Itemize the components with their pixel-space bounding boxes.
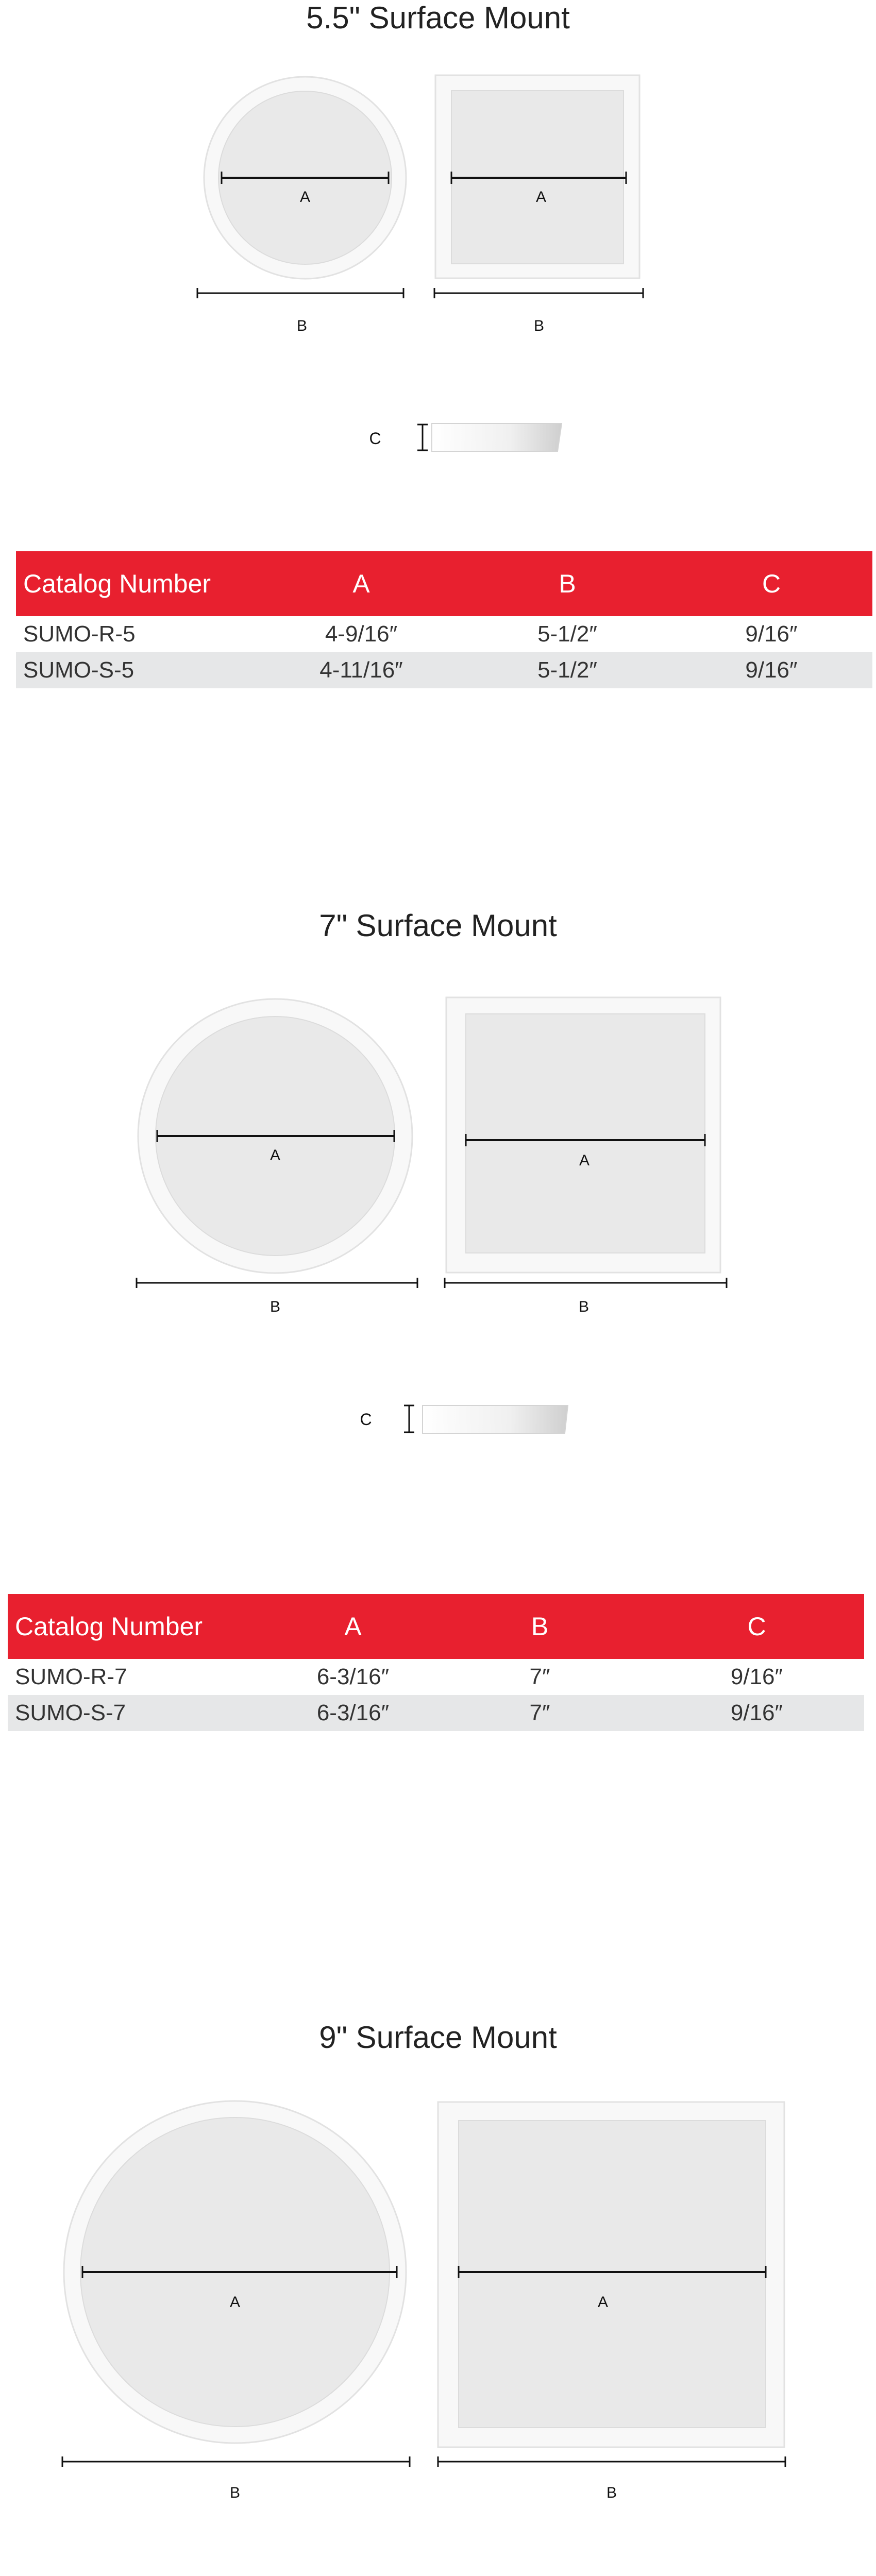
cell-b: 5-1/2″ xyxy=(464,652,670,688)
label-b-round: B xyxy=(269,1298,281,1315)
cell-c: 9/16″ xyxy=(745,621,798,647)
cell-catalog: SUMO-R-7 xyxy=(15,1664,127,1689)
label-b-square: B xyxy=(533,317,545,334)
label-c: C xyxy=(360,1410,372,1429)
header-b: B xyxy=(430,1594,649,1659)
section-3-title: 9" Surface Mount xyxy=(319,2020,557,2055)
section-1-title: 5.5" Surface Mount xyxy=(306,1,570,35)
header-catalog: Catalog Number xyxy=(16,551,258,616)
cell-a: 6-3/16″ xyxy=(316,1664,390,1689)
label-a-round: A xyxy=(299,189,311,206)
square-fixture-lens xyxy=(459,2121,766,2428)
header-c: C xyxy=(670,551,872,616)
label-b-square: B xyxy=(578,1298,589,1315)
label-a-square: A xyxy=(535,189,547,206)
cell-b: 5-1/2″ xyxy=(537,621,597,647)
cell-catalog: SUMO-S-5 xyxy=(16,652,258,688)
cell-a: 4-9/16″ xyxy=(325,621,398,647)
label-b-round: B xyxy=(296,317,308,334)
label-a-round: A xyxy=(269,1147,281,1164)
cell-c: 9/16″ xyxy=(670,652,872,688)
cell-catalog: SUMO-R-5 xyxy=(23,621,136,647)
cell-a: 6-3/16″ xyxy=(276,1695,430,1731)
cell-c: 9/16″ xyxy=(649,1695,864,1731)
header-c: C xyxy=(649,1594,864,1659)
cell-b: 7″ xyxy=(430,1695,649,1731)
label-a-round: A xyxy=(229,2294,241,2311)
cell-a: 4-11/16″ xyxy=(258,652,464,688)
label-a-square: A xyxy=(597,2294,609,2311)
section-2-title: 7" Surface Mount xyxy=(319,908,557,943)
cell-c: 9/16″ xyxy=(730,1664,783,1689)
header-b: B xyxy=(464,551,670,616)
header-a: A xyxy=(258,551,464,616)
label-a-square: A xyxy=(579,1152,590,1169)
cell-catalog: SUMO-S-7 xyxy=(8,1695,276,1731)
header-catalog: Catalog Number xyxy=(8,1594,276,1659)
header-a: A xyxy=(276,1594,430,1659)
cell-b: 7″ xyxy=(529,1664,550,1689)
label-b-square: B xyxy=(606,2484,617,2501)
label-b-round: B xyxy=(229,2484,241,2501)
label-c: C xyxy=(369,429,381,448)
